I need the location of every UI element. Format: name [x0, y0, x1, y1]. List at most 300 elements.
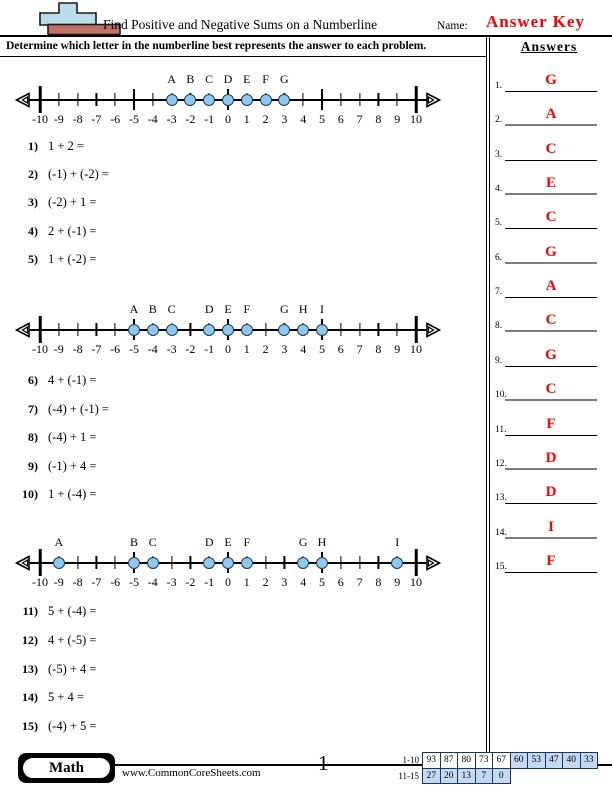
point-dot — [222, 324, 234, 336]
tick-number: 6 — [337, 575, 344, 589]
tick-mark — [39, 316, 42, 343]
point-dot — [241, 94, 253, 106]
problem-number: 2) — [28, 167, 38, 182]
answer-number: 1. — [495, 81, 503, 91]
problem-row — [8, 633, 328, 653]
score-cell: 87 — [440, 752, 459, 769]
tick-mark — [340, 556, 341, 569]
problem-number: 8) — [28, 430, 38, 444]
tick-number: 3 — [281, 575, 288, 589]
tick-mark — [96, 93, 97, 106]
tick-mark — [152, 93, 153, 106]
problem-number: 10) — [22, 487, 38, 501]
point-dot — [53, 557, 65, 569]
answer-letter: C — [545, 381, 557, 398]
answer-row — [489, 271, 612, 298]
tick-number: -8 — [72, 342, 83, 356]
answer-number: 7. — [495, 287, 503, 298]
answer-row — [489, 237, 612, 264]
tick-mark — [397, 323, 398, 336]
tick-mark — [359, 323, 360, 336]
answer-number: 13. — [495, 493, 507, 504]
score-cell: 53 — [527, 752, 546, 769]
problem-number: 6) — [28, 373, 38, 387]
problem-row — [8, 719, 328, 739]
problem-expression: 2 + (-1) = — [48, 223, 97, 238]
answer-blank — [505, 160, 597, 161]
problem-row — [8, 459, 328, 479]
score-table-row — [386, 768, 598, 785]
problem-row — [8, 195, 328, 215]
problem-row — [8, 167, 328, 187]
point-letter: D — [223, 72, 233, 86]
point-letter: F — [243, 535, 251, 549]
tick-mark — [77, 93, 78, 106]
problem-number: 14) — [22, 690, 38, 705]
answer-letter: G — [545, 72, 557, 88]
answer-row — [489, 305, 612, 332]
answer-blank — [505, 297, 597, 298]
name-label: Name: — [437, 20, 468, 32]
score-row-label: 1-10 — [402, 755, 419, 765]
tick-number: -4 — [147, 342, 158, 356]
answer-number: 8. — [495, 321, 503, 332]
numberline — [18, 535, 438, 595]
point-letter: D — [204, 302, 214, 316]
problem-group — [8, 373, 328, 516]
answer-row — [489, 409, 612, 436]
score-cell: 73 — [475, 752, 494, 769]
problem-row — [8, 224, 328, 244]
score-cell: 93 — [422, 752, 441, 769]
answer-letter: A — [545, 106, 557, 123]
tick-number: 3 — [281, 342, 288, 356]
tick-mark — [321, 89, 323, 110]
point-dot — [166, 94, 178, 106]
tick-number: -10 — [32, 575, 48, 589]
point-dot — [316, 557, 328, 569]
answer-letter: D — [545, 449, 557, 466]
point-dot — [241, 324, 253, 336]
point-dot — [260, 94, 272, 106]
problem-number: 1) — [28, 139, 38, 153]
point-letter: F — [243, 302, 251, 316]
answer-letter: C — [545, 209, 557, 226]
tick-number: -6 — [110, 575, 121, 589]
answers-heading: Answers — [520, 39, 578, 54]
tick-mark — [378, 93, 379, 106]
point-dot — [128, 324, 140, 336]
tick-number: 5 — [319, 342, 325, 356]
point-letter: G — [280, 302, 289, 316]
problem-row — [8, 252, 328, 272]
tick-mark — [58, 323, 59, 336]
answer-number: 6. — [495, 252, 503, 263]
tick-number: 8 — [375, 112, 382, 126]
tick-number: 1 — [243, 575, 250, 589]
point-dot — [147, 557, 159, 569]
tick-number: -2 — [185, 112, 196, 126]
problem-number: 15) — [22, 719, 38, 734]
answer-blank — [505, 435, 597, 436]
instruction-text: Determine which letter in the numberline best represents the answer to each problem. — [6, 40, 427, 52]
point-letter: E — [224, 302, 232, 316]
numberline-track — [32, 302, 422, 362]
page-number: 1 — [318, 751, 329, 775]
answer-number: 11. — [495, 424, 507, 435]
problem-expression: (-2) + 1 = — [48, 195, 97, 210]
point-dot — [203, 324, 215, 336]
answer-row — [489, 202, 612, 229]
tick-number: -2 — [185, 342, 196, 356]
website-text: www.CommonCoreSheets.com — [122, 767, 261, 779]
point-letter: A — [129, 302, 139, 316]
tick-mark — [359, 556, 360, 569]
problem-expression: (-4) + 1 = — [48, 430, 97, 444]
tick-number: 4 — [300, 575, 307, 589]
answer-letter: F — [546, 415, 556, 432]
point-letter: C — [167, 302, 176, 316]
tick-number: 2 — [262, 575, 269, 589]
tick-number: 4 — [300, 342, 307, 356]
score-cell: 20 — [440, 768, 459, 785]
answer-blank — [505, 399, 597, 401]
score-cell: 67 — [492, 752, 511, 769]
answer-blank — [505, 91, 597, 92]
tick-number: -6 — [110, 342, 121, 356]
score-cell: 33 — [580, 752, 599, 769]
score-cell: 80 — [457, 752, 476, 769]
tick-mark — [39, 86, 42, 113]
tick-number: 6 — [337, 112, 344, 126]
tick-number: 8 — [375, 342, 382, 356]
answer-blank — [505, 228, 597, 229]
answer-blank — [505, 262, 597, 264]
point-dot — [128, 557, 140, 569]
tick-number: 2 — [262, 112, 269, 126]
tick-mark — [133, 89, 135, 110]
problem-expression: 1 + (-2) = — [48, 251, 97, 266]
left-arrow-icon — [15, 92, 31, 108]
tick-mark — [378, 556, 379, 569]
problem-expression: (-4) + 5 = — [48, 719, 97, 734]
tick-mark — [96, 323, 97, 336]
problem-expression: (-4) + (-1) = — [48, 401, 109, 416]
problem-group — [8, 604, 328, 748]
point-letter: B — [148, 302, 157, 316]
answer-blank — [505, 537, 597, 539]
answer-key-label: Answer Key — [486, 12, 585, 31]
problem-number: 9) — [28, 458, 38, 473]
tick-number: -7 — [91, 112, 102, 126]
point-letter: G — [298, 535, 308, 549]
point-dot — [203, 557, 215, 569]
problem-expression: 1 + (-4) = — [48, 487, 97, 501]
tick-number: 0 — [225, 342, 231, 356]
tick-number: -9 — [53, 112, 64, 126]
tick-number: 10 — [410, 342, 422, 356]
tick-mark — [171, 556, 172, 569]
tick-mark — [39, 549, 42, 576]
answer-row — [489, 99, 612, 126]
tick-mark — [115, 556, 116, 569]
tick-number: -6 — [110, 112, 121, 126]
problem-row — [8, 430, 328, 450]
tick-number: 7 — [356, 112, 363, 126]
answer-blank — [505, 193, 597, 195]
tick-number: 1 — [243, 342, 250, 356]
tick-number: -10 — [32, 112, 48, 126]
point-dot — [147, 324, 159, 336]
answer-letter: A — [545, 278, 557, 295]
header-rule — [0, 35, 612, 37]
score-row-label: 11-15 — [398, 770, 419, 781]
answer-number: 4. — [495, 184, 503, 195]
answer-letter: G — [545, 243, 557, 260]
answer-number: 14. — [495, 527, 507, 538]
tick-mark — [415, 549, 418, 576]
tick-mark — [190, 556, 191, 569]
answer-blank — [505, 503, 597, 504]
point-dot — [278, 324, 290, 336]
tick-number: -1 — [204, 342, 215, 356]
problem-expression: 4 + (-5) = — [48, 632, 97, 647]
tick-mark — [378, 323, 379, 336]
right-arrow-icon — [425, 322, 441, 338]
point-letter: B — [129, 535, 139, 549]
tick-number: 2 — [262, 342, 269, 356]
tick-number: -3 — [166, 575, 177, 589]
problem-expression: (-5) + 4 = — [48, 661, 97, 676]
point-dot — [391, 557, 403, 569]
point-dot — [278, 94, 290, 106]
tick-number: -5 — [129, 575, 139, 589]
point-letter: H — [317, 535, 327, 549]
tick-number: -5 — [129, 342, 139, 356]
answer-number: 10. — [495, 390, 507, 401]
tick-mark — [340, 93, 341, 106]
tick-mark — [359, 93, 360, 106]
tick-mark — [284, 556, 285, 569]
score-cell: 60 — [510, 752, 529, 769]
subject-badge — [18, 753, 115, 783]
right-arrow-icon — [425, 92, 441, 108]
point-dot — [222, 94, 234, 106]
problem-number: 7) — [28, 401, 38, 416]
tick-number: 9 — [394, 342, 401, 356]
point-letter: D — [204, 535, 214, 549]
point-letter: C — [205, 72, 214, 86]
point-dot — [222, 557, 234, 569]
point-letter: H — [298, 302, 308, 316]
tick-mark — [415, 86, 418, 113]
right-arrow-icon — [425, 555, 441, 571]
problem-row — [8, 487, 328, 507]
tick-number: 5 — [319, 112, 325, 126]
tick-number: 0 — [225, 112, 231, 126]
tick-number: -3 — [166, 342, 177, 356]
point-letter: C — [148, 535, 157, 549]
problem-expression: (-1) + 4 = — [48, 458, 97, 473]
numberline — [18, 72, 438, 132]
tick-number: 9 — [394, 112, 401, 126]
problem-row — [8, 604, 328, 624]
score-cell: 13 — [457, 768, 476, 785]
tick-number: 1 — [243, 112, 250, 126]
tick-number: 5 — [319, 575, 325, 589]
answer-letter: F — [546, 552, 556, 569]
answer-row — [489, 443, 612, 470]
tick-number: 9 — [394, 575, 401, 589]
problem-number: 12) — [22, 632, 38, 647]
tick-number: 10 — [410, 575, 422, 589]
tick-number: -4 — [147, 112, 158, 126]
tick-mark — [58, 93, 59, 106]
point-letter: B — [186, 72, 195, 86]
answer-row — [489, 134, 612, 161]
answer-row — [489, 168, 612, 195]
point-letter: E — [224, 535, 232, 549]
answer-number: 5. — [495, 218, 503, 229]
answer-blank — [505, 366, 597, 367]
answer-number: 15. — [495, 561, 507, 572]
tick-number: -2 — [185, 575, 196, 589]
problem-number: 5) — [28, 251, 38, 266]
numberline-track — [32, 535, 422, 595]
score-cell: 7 — [475, 768, 494, 785]
tick-number: -3 — [166, 112, 177, 126]
point-dot — [316, 324, 328, 336]
tick-mark — [303, 93, 304, 106]
tick-number: 7 — [356, 575, 363, 589]
answer-letter: E — [545, 175, 556, 192]
problem-expression: 5 + 4 = — [48, 690, 84, 705]
tick-mark — [96, 556, 97, 569]
tick-mark — [77, 556, 78, 569]
problem-row — [8, 139, 328, 159]
point-letter: A — [54, 535, 64, 549]
problem-number: 13) — [22, 661, 38, 676]
answer-number: 2. — [495, 115, 503, 126]
tick-mark — [115, 93, 116, 106]
answer-row — [489, 65, 612, 92]
answer-number: 9. — [495, 355, 503, 366]
point-letter: G — [280, 72, 289, 86]
tick-number: 4 — [300, 112, 307, 126]
problem-number: 4) — [28, 223, 38, 238]
problem-row — [8, 373, 328, 393]
score-cell: 47 — [545, 752, 564, 769]
problem-number: 3) — [28, 195, 38, 210]
problem-expression: 1 + 2 = — [48, 139, 84, 153]
score-cell: 27 — [422, 768, 441, 785]
score-cell: 40 — [562, 752, 581, 769]
point-letter: E — [243, 72, 251, 86]
problem-number: 11) — [22, 604, 38, 618]
answer-letter: G — [545, 346, 557, 363]
tick-number: 7 — [356, 342, 363, 356]
tick-number: -1 — [204, 112, 215, 126]
tick-number: 10 — [410, 112, 422, 126]
problem-group — [8, 139, 328, 280]
answer-blank — [505, 468, 597, 470]
answer-number: 12. — [495, 458, 507, 469]
tick-mark — [265, 323, 266, 336]
tick-number: -8 — [72, 112, 83, 126]
tick-mark — [190, 323, 191, 336]
tick-number: -1 — [204, 575, 215, 589]
answer-blank — [505, 330, 597, 332]
point-letter: I — [395, 535, 400, 549]
point-dot — [166, 324, 178, 336]
answer-number: 3. — [495, 149, 503, 160]
problem-expression: (-1) + (-2) = — [48, 167, 109, 182]
point-letter: F — [262, 72, 269, 86]
tick-mark — [265, 556, 266, 569]
tick-number: -9 — [53, 575, 64, 589]
left-arrow-icon — [15, 322, 31, 338]
answer-letter: C — [545, 312, 557, 329]
point-letter: A — [167, 72, 176, 86]
tick-number: -8 — [72, 575, 83, 589]
point-dot — [297, 557, 309, 569]
point-dot — [184, 94, 196, 106]
tick-mark — [115, 323, 116, 336]
answer-blank — [505, 124, 597, 126]
problem-row — [8, 662, 328, 682]
tick-number: -9 — [53, 342, 64, 356]
answer-row — [489, 477, 612, 504]
problem-expression: 5 + (-4) = — [48, 604, 97, 618]
score-table-row — [386, 752, 598, 769]
answer-row — [489, 374, 612, 401]
left-arrow-icon — [15, 555, 31, 571]
tick-number: 0 — [225, 575, 231, 589]
answer-letter: D — [545, 484, 557, 501]
answer-blank — [505, 572, 597, 573]
tick-number: -10 — [32, 342, 48, 356]
page-title: Find Positive and Negative Sums on a Numberline — [103, 17, 378, 32]
score-cell: 0 — [492, 768, 511, 785]
answer-row — [489, 512, 612, 539]
tick-number: 6 — [337, 342, 344, 356]
point-dot — [297, 324, 309, 336]
tick-mark — [77, 323, 78, 336]
answer-row — [489, 340, 612, 367]
tick-mark — [415, 316, 418, 343]
tick-mark — [397, 93, 398, 106]
tick-number: -7 — [91, 342, 102, 356]
problem-row — [8, 690, 328, 710]
numberline — [18, 302, 438, 362]
point-dot — [203, 94, 215, 106]
tick-number: 3 — [281, 112, 288, 126]
answer-letter: C — [545, 140, 557, 157]
instruction-rule — [0, 56, 487, 58]
problem-expression: 4 + (-1) = — [48, 373, 97, 387]
tick-number: 8 — [375, 575, 382, 589]
point-dot — [241, 557, 253, 569]
point-letter: I — [320, 302, 324, 316]
tick-number: -5 — [129, 112, 139, 126]
subject-badge-label: Math — [21, 756, 112, 780]
answer-letter: I — [548, 518, 554, 535]
problem-row — [8, 402, 328, 422]
numberline-track — [32, 72, 422, 132]
answer-row — [489, 546, 612, 573]
tick-mark — [340, 323, 341, 336]
tick-number: -7 — [91, 575, 102, 589]
